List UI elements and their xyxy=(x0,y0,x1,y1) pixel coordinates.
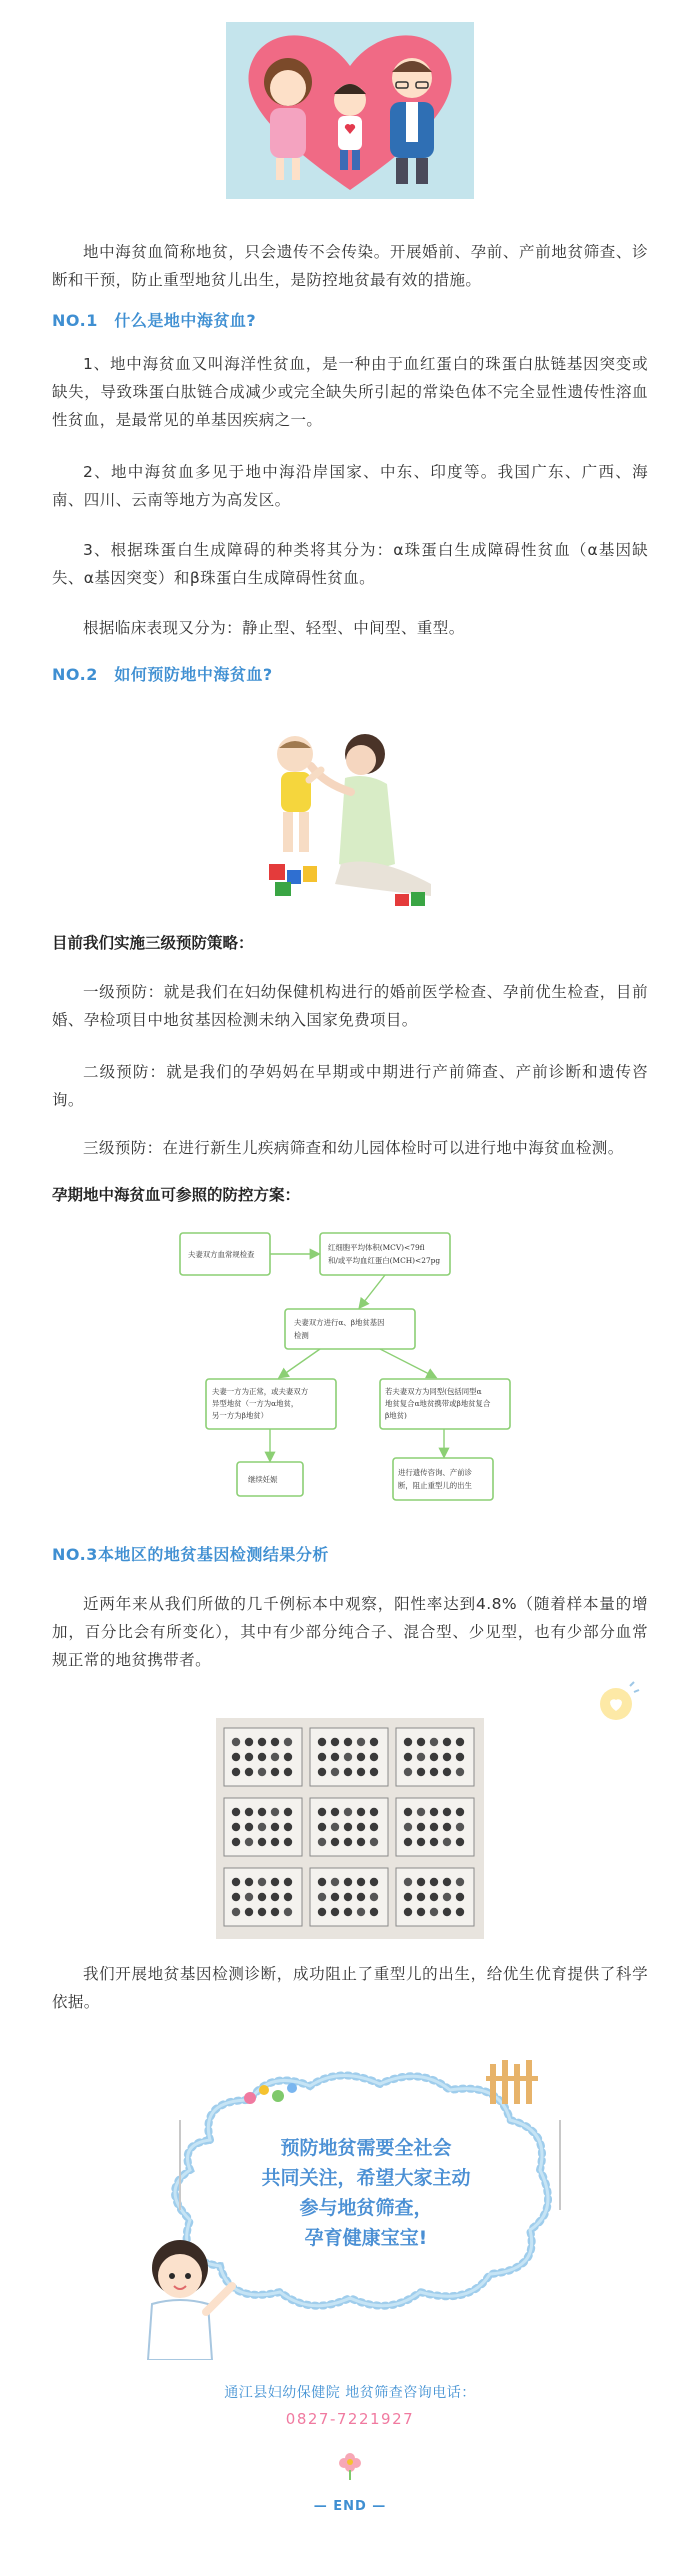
gel-dot xyxy=(318,1838,326,1846)
gel-dot xyxy=(284,1838,292,1846)
gel-dot xyxy=(357,1908,365,1916)
gel-dot xyxy=(357,1753,365,1761)
gel-dot xyxy=(357,1893,365,1901)
gel-dot xyxy=(258,1838,266,1846)
family-heart-illustration xyxy=(226,22,474,199)
gene-test-gel-photo xyxy=(216,1718,484,1939)
gel-dot xyxy=(456,1893,464,1901)
gel-dot xyxy=(443,1893,451,1901)
flow-box-5-line-3: β地贫) xyxy=(385,1411,407,1420)
gel-dot xyxy=(318,1768,326,1776)
end-marker xyxy=(0,2495,700,2514)
flow-box-1-text: 夫妻双方血常规检查 xyxy=(188,1250,255,1259)
no1-paragraph-3: 3、根据珠蛋白生成障碍的种类将其分为：α珠蛋白生成障碍性贫血（α基因缺失、α基因突变）和β珠蛋白生成障碍性贫血。 xyxy=(52,541,648,587)
section-title-no2: NO.2 如何预防地中海贫血? xyxy=(52,665,273,684)
gel-dot xyxy=(344,1768,352,1776)
flow-box-6-text: 继续妊娠 xyxy=(248,1475,278,1484)
gel-dot xyxy=(344,1823,352,1831)
gel-dot xyxy=(232,1808,240,1816)
gel-dot xyxy=(443,1823,451,1831)
gel-dot xyxy=(258,1878,266,1886)
gel-dot xyxy=(456,1768,464,1776)
gel-dot xyxy=(404,1738,412,1746)
gel-dot xyxy=(430,1768,438,1776)
flow-box-5-line-1: 若夫妻双方为同型(包括同型α xyxy=(385,1387,482,1396)
gel-dot xyxy=(271,1908,279,1916)
flow-box-5-line-2: 地贫复合α地贫携带或β地贫复合 xyxy=(385,1399,491,1408)
gel-dot xyxy=(232,1838,240,1846)
gel-dot xyxy=(417,1768,425,1776)
gel-dot xyxy=(404,1808,412,1816)
gel-dot xyxy=(404,1753,412,1761)
gel-dot xyxy=(404,1838,412,1846)
mother-child-photo xyxy=(255,714,447,912)
gel-dot xyxy=(245,1753,253,1761)
banner-line-1: 预防地贫需要全社会 xyxy=(280,2137,452,2159)
gel-dot xyxy=(430,1893,438,1901)
gel-dot xyxy=(456,1908,464,1916)
gel-dot xyxy=(417,1878,425,1886)
prevention-level-1: 一级预防：就是我们在妇幼保健机构进行的婚前医学检查、孕前优生检查，目前婚、孕检项目中地贫基因检测未纳入国家免费项目。 xyxy=(52,983,648,1029)
gel-dot xyxy=(318,1738,326,1746)
gel-dot xyxy=(284,1908,292,1916)
gel-dot xyxy=(404,1878,412,1886)
gel-dot xyxy=(232,1893,240,1901)
gel-dot xyxy=(456,1878,464,1886)
heart-bubble-icon xyxy=(596,1680,640,1724)
gel-dot xyxy=(370,1878,378,1886)
prevention-flowchart xyxy=(170,1225,530,1525)
gel-dot xyxy=(232,1738,240,1746)
awareness-cloud-banner xyxy=(140,2060,580,2360)
gel-dot xyxy=(318,1823,326,1831)
mother-child-svg xyxy=(255,714,447,912)
flow-box-7-line-1: 进行遗传咨询、产前诊 xyxy=(398,1468,472,1477)
gel-dot xyxy=(331,1753,339,1761)
gel-dot xyxy=(430,1738,438,1746)
gel-dot xyxy=(456,1738,464,1746)
gel-dot xyxy=(284,1768,292,1776)
gel-dot xyxy=(344,1908,352,1916)
gel-dot xyxy=(417,1893,425,1901)
end-label: — END — xyxy=(313,2499,387,2514)
gel-dot xyxy=(370,1893,378,1901)
gel-dot xyxy=(258,1908,266,1916)
gel-dot xyxy=(370,1738,378,1746)
gel-dot xyxy=(284,1753,292,1761)
gel-dot xyxy=(245,1808,253,1816)
gel-dot xyxy=(232,1753,240,1761)
gel-dot xyxy=(430,1908,438,1916)
gel-dot xyxy=(318,1753,326,1761)
gel-dot xyxy=(370,1838,378,1846)
gel-dot xyxy=(258,1738,266,1746)
gel-dot xyxy=(245,1908,253,1916)
gel-dot xyxy=(318,1908,326,1916)
no1-paragraph-4: 根据临床表现又分为：静止型、轻型、中间型、重型。 xyxy=(83,619,465,637)
gel-dot xyxy=(271,1893,279,1901)
gel-dot xyxy=(357,1808,365,1816)
gel-dot xyxy=(344,1878,352,1886)
gel-dot xyxy=(284,1808,292,1816)
banner-line-2: 共同关注，希望大家主动 xyxy=(261,2167,471,2189)
flow-box-7 xyxy=(393,1458,493,1500)
gel-dot xyxy=(271,1738,279,1746)
flow-box-4-line-2: 异型地贫（一方为α地贫， xyxy=(212,1399,299,1408)
gel-dot xyxy=(284,1878,292,1886)
gel-dot xyxy=(284,1893,292,1901)
flow-box-3-line-1: 夫妻双方进行α、β地贫基因 xyxy=(294,1318,385,1327)
gel-dot xyxy=(344,1738,352,1746)
gel-dot xyxy=(271,1823,279,1831)
gel-dot xyxy=(258,1823,266,1831)
no3-paragraph-2: 我们开展地贫基因检测诊断，成功阻止了重型儿的出生，给优生优育提供了科学依据。 xyxy=(52,1965,648,2011)
family-heart-svg xyxy=(226,22,474,199)
gel-dot xyxy=(417,1738,425,1746)
gel-dot xyxy=(417,1823,425,1831)
gel-dot xyxy=(417,1808,425,1816)
gel-dot xyxy=(357,1768,365,1776)
gel-dot xyxy=(370,1808,378,1816)
prevention-level-3: 三级预防：在进行新生儿疾病筛查和幼儿园体检时可以进行地中海贫血检测。 xyxy=(83,1139,624,1157)
gel-dot xyxy=(318,1808,326,1816)
gel-dot xyxy=(370,1768,378,1776)
gel-dot xyxy=(404,1908,412,1916)
gel-dot xyxy=(318,1878,326,1886)
banner-line-4: 孕育健康宝宝! xyxy=(304,2227,428,2249)
flow-box-2-line-2: 和/或平均血红蛋白(MCH)<27pg xyxy=(328,1256,441,1265)
gel-dot xyxy=(258,1808,266,1816)
gel-dot xyxy=(271,1808,279,1816)
gel-dot xyxy=(357,1738,365,1746)
gel-dot xyxy=(331,1768,339,1776)
gel-dot xyxy=(284,1738,292,1746)
flow-box-2 xyxy=(320,1233,450,1275)
gel-dot xyxy=(404,1768,412,1776)
gel-dot xyxy=(271,1878,279,1886)
gel-dot xyxy=(430,1878,438,1886)
no1-paragraph-1: 1、地中海贫血又叫海洋性贫血，是一种由于血红蛋白的珠蛋白肽链基因突变或缺失，导致珠蛋白肽链合成减少或完全缺失所引起的常染色体不完全显性遗传性溶血性贫血，是最常见的单基因疾病之一。 xyxy=(52,355,648,429)
flow-box-3 xyxy=(285,1309,415,1349)
no1-paragraph-2: 2、地中海贫血多见于地中海沿岸国家、中东、印度等。我国广东、广西、海南、四川、云南等地方为高发区。 xyxy=(52,463,648,509)
gel-dot xyxy=(331,1893,339,1901)
gel-dot xyxy=(318,1893,326,1901)
gel-dot xyxy=(344,1753,352,1761)
gel-dot xyxy=(430,1838,438,1846)
gel-dot xyxy=(331,1823,339,1831)
flowchart-svg xyxy=(170,1225,530,1525)
no3-paragraph-1: 近两年来从我们所做的几千例标本中观察，阳性率达到4.8%（随着样本量的增加，百分比会有所变化），其中有少部分纯合子、混合型、少见型，也有少部分血常规正常的地贫携带者。 xyxy=(52,1595,648,1669)
gel-dot xyxy=(443,1908,451,1916)
gel-grid-svg xyxy=(216,1718,484,1939)
gel-dot xyxy=(443,1838,451,1846)
gel-dot xyxy=(331,1738,339,1746)
gel-dot xyxy=(344,1893,352,1901)
gel-dot xyxy=(245,1738,253,1746)
gel-dot xyxy=(443,1808,451,1816)
gel-dot xyxy=(430,1808,438,1816)
gel-dot xyxy=(258,1753,266,1761)
banner-line-3: 参与地贫筛查， xyxy=(299,2197,433,2219)
gel-dot xyxy=(331,1838,339,1846)
plan-title: 孕期地中海贫血可参照的防控方案： xyxy=(52,1186,301,1204)
gel-dot xyxy=(245,1893,253,1901)
cloud-banner-svg xyxy=(140,2060,580,2360)
gel-dot xyxy=(417,1753,425,1761)
gel-dot xyxy=(456,1838,464,1846)
gel-dot xyxy=(443,1753,451,1761)
gel-dot xyxy=(357,1878,365,1886)
flow-box-7-line-2: 断，阻止重型儿的出生 xyxy=(398,1481,472,1490)
gel-dot xyxy=(443,1768,451,1776)
gel-dot xyxy=(430,1753,438,1761)
gel-dot xyxy=(456,1753,464,1761)
gel-dot xyxy=(344,1838,352,1846)
flow-box-4-line-1: 夫妻一方为正常，或夫妻双方 xyxy=(212,1387,309,1396)
prevention-level-2: 二级预防：就是我们的孕妈妈在早期或中期进行产前筛查、产前诊断和遗传咨询。 xyxy=(52,1063,648,1109)
gel-dot xyxy=(370,1823,378,1831)
gel-dot xyxy=(370,1753,378,1761)
gel-dot xyxy=(430,1823,438,1831)
flower-ornament-icon xyxy=(336,2450,364,2480)
gel-dot xyxy=(331,1878,339,1886)
gel-dot xyxy=(245,1878,253,1886)
gel-dot xyxy=(456,1808,464,1816)
gel-dot xyxy=(370,1908,378,1916)
flow-box-2-line-1: 红细胞平均体积(MCV)<79fl xyxy=(328,1243,425,1252)
section-title-no1: NO.1 什么是地中海贫血? xyxy=(52,311,257,330)
gel-dot xyxy=(417,1838,425,1846)
gel-dot xyxy=(456,1823,464,1831)
gel-dot xyxy=(258,1893,266,1901)
gel-dot xyxy=(245,1823,253,1831)
gel-dot xyxy=(404,1893,412,1901)
gel-dot xyxy=(331,1808,339,1816)
gel-dot xyxy=(357,1823,365,1831)
contact-line: 通江县妇幼保健院 地贫筛查咨询电话： xyxy=(224,2385,476,2401)
gel-dot xyxy=(245,1838,253,1846)
flow-box-4-line-3: 另一方为β地贫） xyxy=(212,1411,269,1420)
section-title-no3: NO.3本地区的地贫基因检测结果分析 xyxy=(52,1545,329,1564)
intro-paragraph: 地中海贫血简称地贫，只会遗传不会传染。开展婚前、孕前、产前地贫筛查、诊断和干预，防止重型地贫儿出生，是防控地贫最有效的措施。 xyxy=(52,243,648,289)
flow-box-3-line-2: 检测 xyxy=(294,1331,309,1340)
gel-dot xyxy=(331,1908,339,1916)
gel-dot xyxy=(443,1738,451,1746)
gel-dot xyxy=(258,1768,266,1776)
gel-dot xyxy=(271,1768,279,1776)
gel-dot xyxy=(232,1908,240,1916)
gel-dot xyxy=(271,1753,279,1761)
gel-dot xyxy=(271,1838,279,1846)
gel-dot xyxy=(232,1823,240,1831)
gel-dot xyxy=(404,1823,412,1831)
gel-dot xyxy=(245,1768,253,1776)
gel-dot xyxy=(232,1768,240,1776)
gel-dot xyxy=(443,1878,451,1886)
gel-dot xyxy=(284,1823,292,1831)
gel-dot xyxy=(344,1808,352,1816)
strategy-title: 目前我们实施三级预防策略： xyxy=(52,934,254,952)
contact-phone: 0827-7221927 xyxy=(285,2410,415,2428)
gel-dot xyxy=(232,1878,240,1886)
gel-dot xyxy=(417,1908,425,1916)
gel-dot xyxy=(357,1838,365,1846)
